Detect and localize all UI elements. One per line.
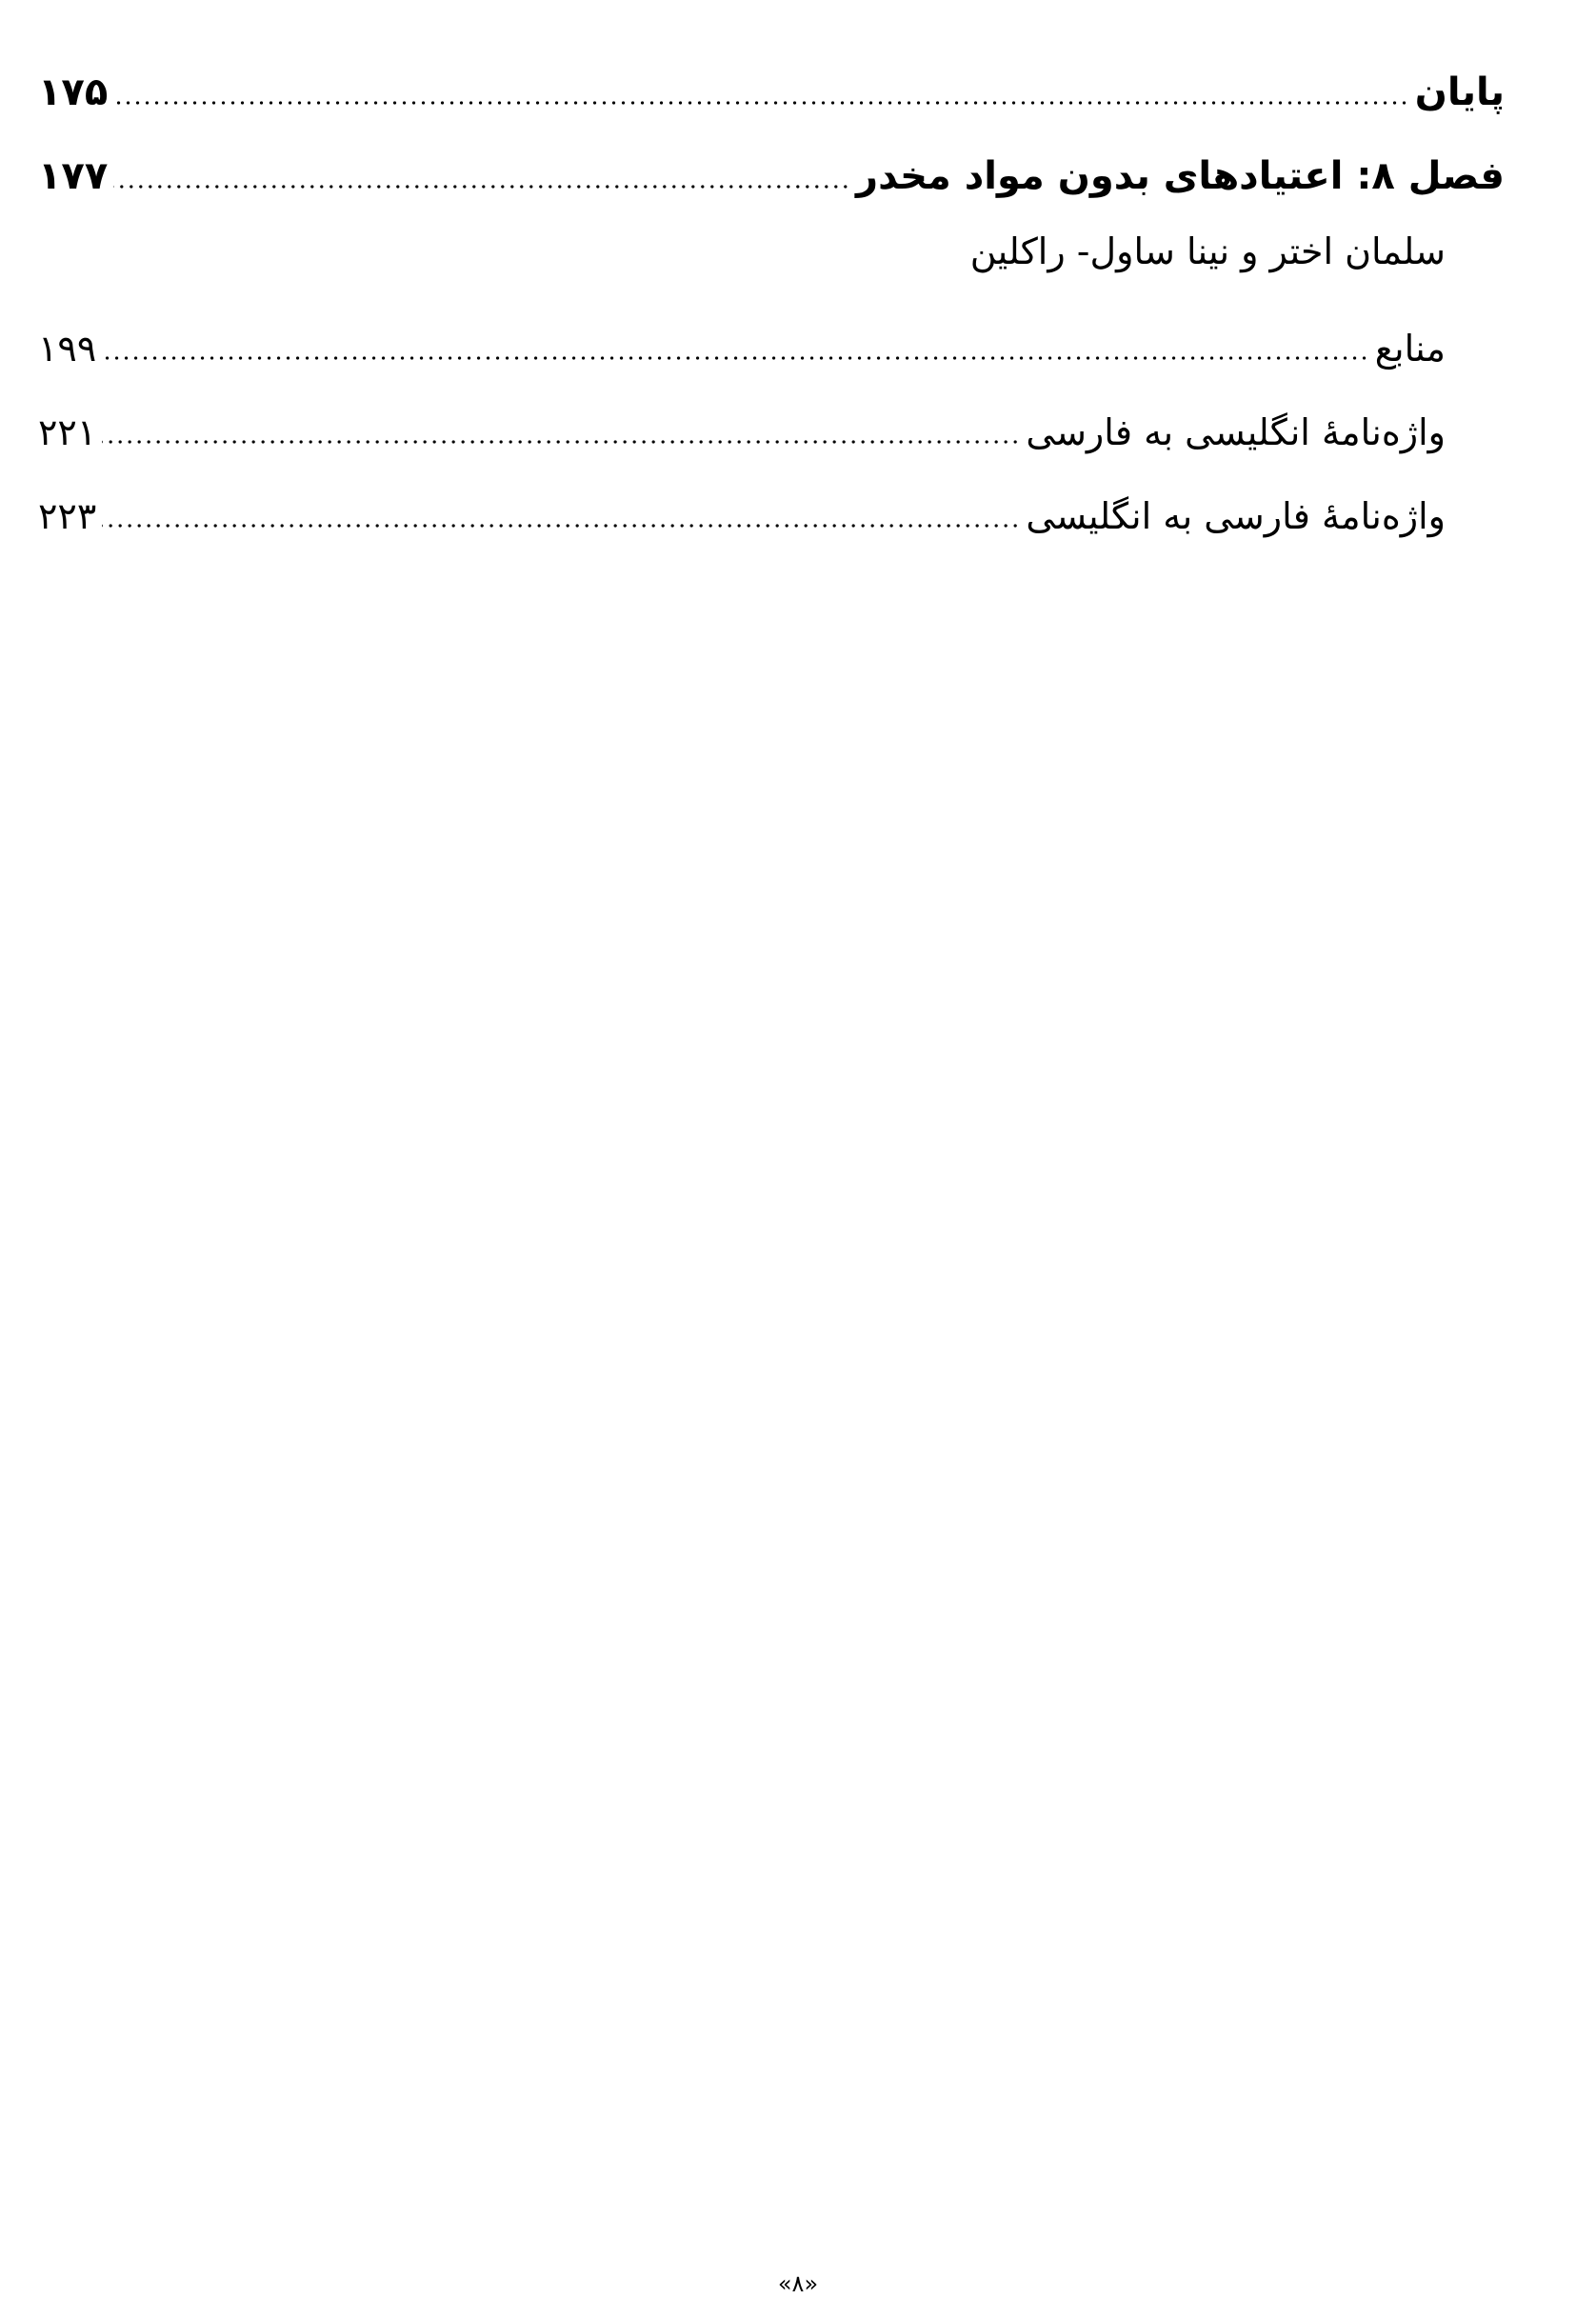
dot-leader xyxy=(102,440,1020,444)
toc-entry-page-number: ۱۷۵ xyxy=(38,70,109,114)
toc-entry-title: منابع xyxy=(1374,328,1446,370)
toc-entry-chapter-8[interactable] xyxy=(38,141,1505,198)
toc-entry-title: واژه‌نامهٔ فارسی به انگلیسی xyxy=(1026,495,1446,537)
toc-entry-ending[interactable] xyxy=(38,57,1505,114)
dot-leader xyxy=(102,356,1369,360)
toc-entry-page-number: ۱۹۹ xyxy=(38,328,97,370)
dot-leader xyxy=(113,185,850,189)
dot-leader xyxy=(113,101,1409,105)
toc-entry-page-number: ۱۷۷ xyxy=(38,154,109,198)
toc-entry-title: پایان xyxy=(1414,70,1505,114)
chapter-authors: سلمان اختر و نینا ساول- راکلین xyxy=(969,230,1446,272)
toc-entry-title: واژه‌نامهٔ انگلیسی به فارسی xyxy=(1026,411,1446,453)
toc-entry-references[interactable] xyxy=(38,314,1446,370)
toc-entry-glossary-fa-en[interactable] xyxy=(38,482,1446,537)
dot-leader xyxy=(102,524,1020,528)
toc-entry-page-number: ۲۲۳ xyxy=(38,495,97,537)
toc-entry-glossary-en-fa[interactable] xyxy=(38,398,1446,453)
toc-entry-title: فصل ۸: اعتیادهای بدون مواد مخدر xyxy=(856,154,1505,198)
toc-entry-page-number: ۲۲۱ xyxy=(38,411,97,453)
page-number-footer: «۸» xyxy=(777,2270,819,2297)
